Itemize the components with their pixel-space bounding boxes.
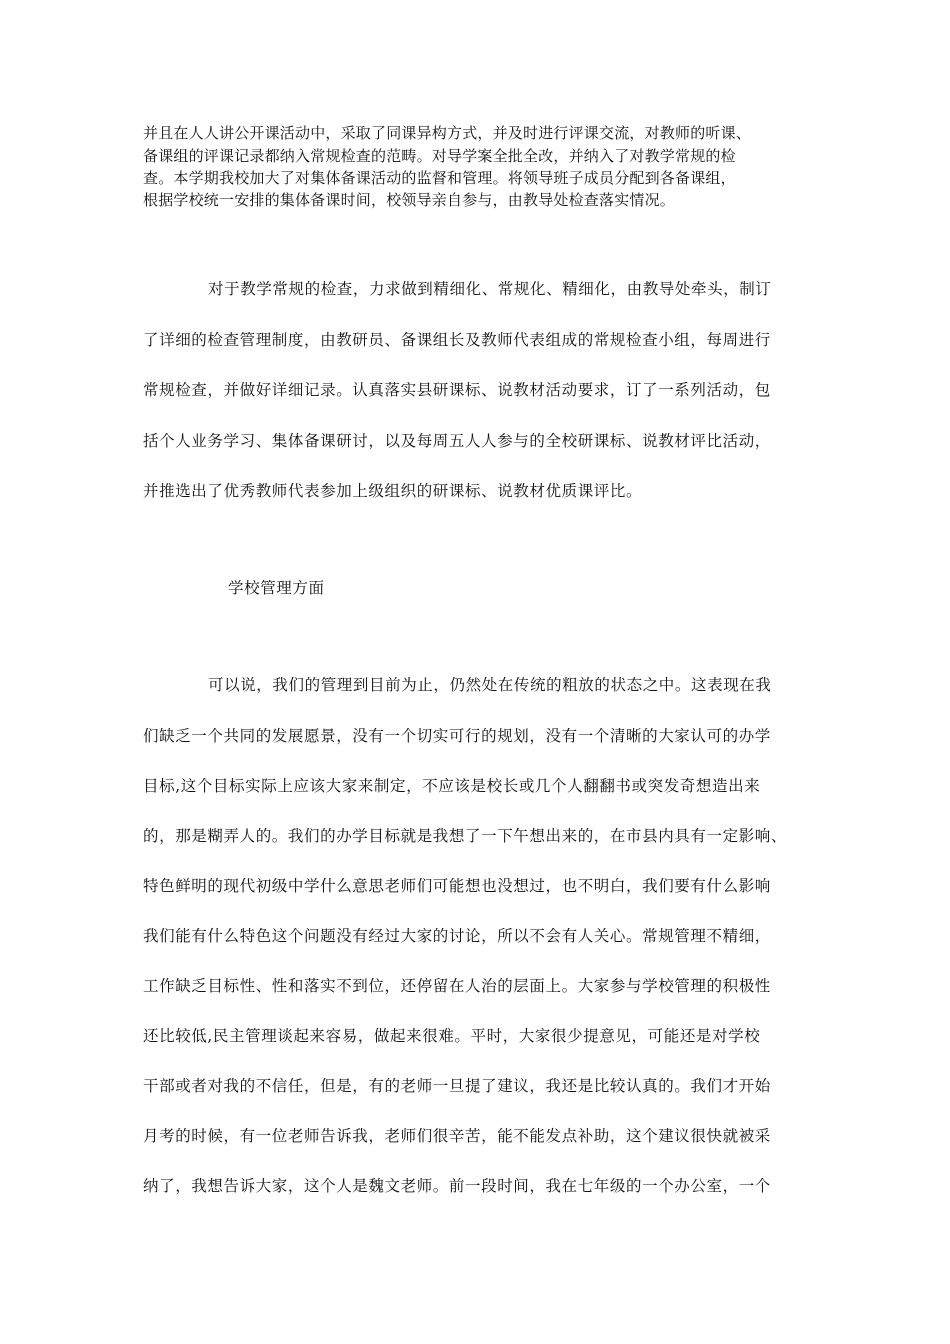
para2-line-5: 并推选出了优秀教师代表参加上级组织的研课标、说教材优质课评比。 (143, 482, 643, 500)
para2-line-4: 括个人业务学习、集体备课研讨，以及每周五人人参与的全校研课标、说教材评比活动， (143, 432, 771, 450)
para3-line-11: 纳了，我想告诉大家，这个人是魏文老师。前一段时间，我在七年级的一个办公室，一个 (143, 1177, 771, 1195)
para3-line-4: 的，那是糊弄人的。我们的办学目标就是我想了一下午想出来的，在市县内具有一定影响、 (143, 827, 788, 845)
para3-line-10: 月考的时候，有一位老师告诉我，老师们很辛苦，能不能发点补助，这个建议很快就被采 (143, 1127, 771, 1145)
para2-line-3: 常规检查，并做好详细记录。认真落实县研课标、说教材活动要求，订了一系列活动，包 (143, 381, 771, 399)
para2-line-1: 对于教学常规的检查，力求做到精细化、常规化、精细化，由教导处牵头，制订 (208, 280, 772, 298)
para1-line-4: 根据学校统一安排的集体备课时间，校领导亲自参与，由教导处检查落实情况。 (143, 191, 676, 209)
para3-line-6: 我们能有什么特色这个问题没有经过大家的讨论，所以不会有人关心。常规管理不精细， (143, 927, 771, 945)
para1-line-2: 备课组的评课记录都纳入常规检查的范畴。对导学案全批全改，并纳入了对教学常规的检 (143, 147, 736, 165)
section-heading: 学校管理方面 (228, 579, 325, 597)
para3-line-7: 工作缺乏目标性、性和落实不到位，还停留在人治的层面上。大家参与学校管理的积极性 (143, 977, 771, 995)
para3-line-8: 还比较低,民主管理谈起来容易，做起来很难。平时，大家很少提意见，可能还是对学校 (143, 1027, 761, 1045)
para3-line-3: 目标,这个目标实际上应该大家来制定，不应该是校长或几个人翻翻书或突发奇想造出来 (143, 777, 761, 795)
para3-line-9: 干部或者对我的不信任，但是，有的老师一旦提了建议，我还是比较认真的。我们才开始 (143, 1077, 771, 1095)
para2-line-2: 了详细的检查管理制度，由教研员、备课组长及教师代表组成的常规检查小组，每周进行 (143, 331, 771, 349)
para1-line-1: 并且在人人讲公开课活动中，采取了同课异构方式，并及时进行评课交流，对教师的听课、 (143, 124, 752, 142)
para3-line-2: 们缺乏一个共同的发展愿景，没有一个切实可行的规划，没有一个清晰的大家认可的办学 (143, 727, 771, 745)
para1-line-3: 查。本学期我校加大了对集体备课活动的监督和管理。将领导班子成员分配到各备课组， (143, 169, 736, 187)
para3-line-1: 可以说，我们的管理到目前为止，仍然处在传统的粗放的状态之中。这表现在我 (208, 676, 772, 694)
para3-line-5: 特色鲜明的现代初级中学什么意思老师们可能想也没想过，也不明白，我们要有什么影响 (143, 877, 771, 895)
